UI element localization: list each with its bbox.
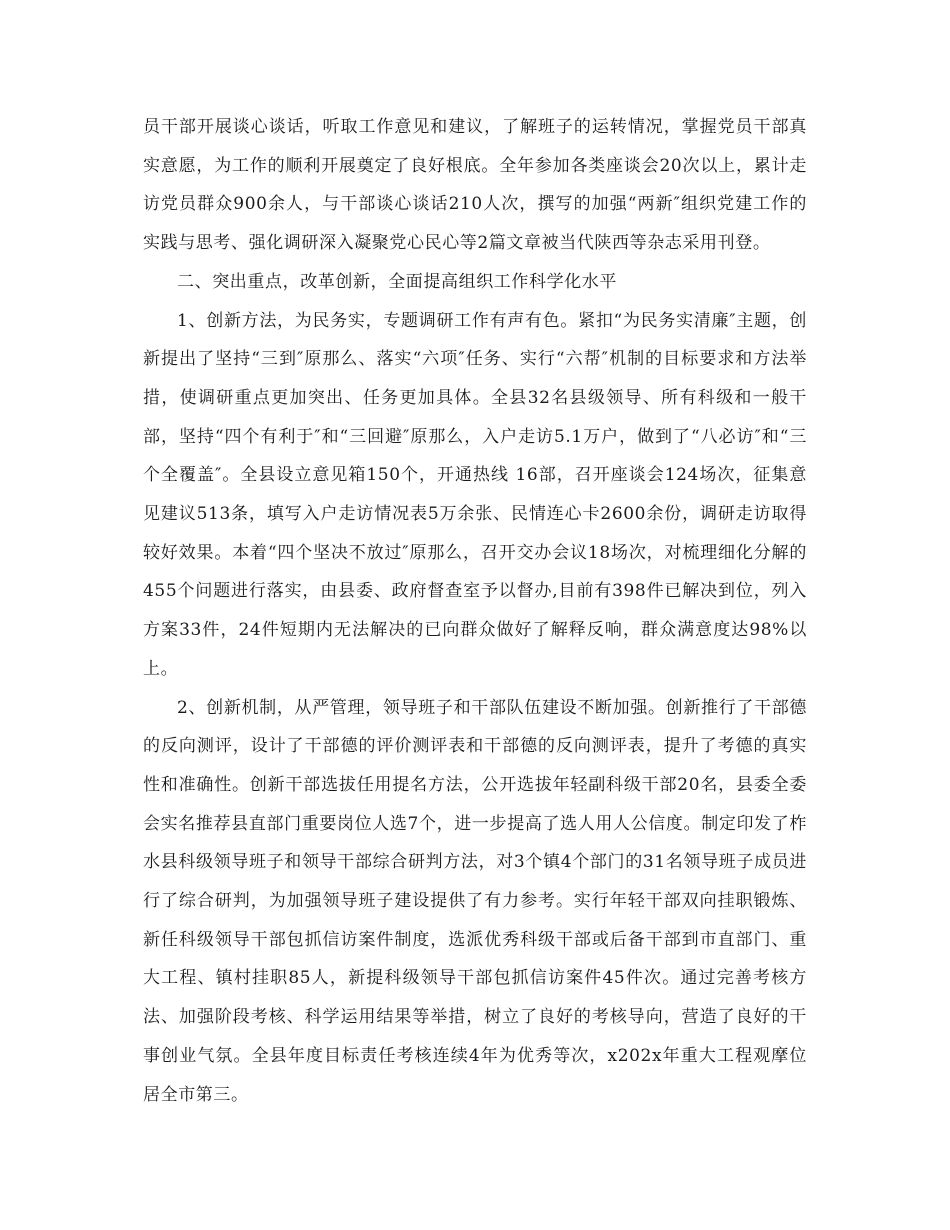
paragraph-innovation-mechanism: 2、创新机制，从严管理，领导班子和干部队伍建设不断加强。创新推行了干部德的反向测评，设计了干部德的评价测评表和干部德的反向测评表，提升了考德的真实性和准确性。创新干部选拔任用提名方法，公开选拔年轻副科级干部20名，县委全委会实名推荐县直部门重要岗位人选7个，进一步提高了选人用人公信度。制定印发了柞水县科级领导班子和领导干部综合研判方法，对3个镇4个部门的31名领导班子成员进行了综合研判，为加强领导班子建设提供了有力参考。实行年轻干部双向挂职锻炼、新任科级领导干部包抓信访案件制度，选派优秀科级干部或后备干部到市直部门、重大工程、镇村挂职85人，新提科级领导干部包抓信访案件45件次。通过完善考核方法、加强阶段考核、科学运用结果等举措，树立了良好的考核导向，营造了良好的干事创业气氛。全县年度目标责任考核连续4年为优秀等次，x202x年重大工程观摩位居全市第三。 <box>143 697 807 1105</box>
section-heading: 二、突出重点，改革创新，全面提高组织工作科学化水平 <box>177 271 617 292</box>
paragraph-innovation-methods: 1、创新方法，为民务实，专题调研工作有声有色。紧扣“为民务实清廉″主题，创新提出了坚持“三到″原那么、落实“六项″任务、实行“六帮″机制的目标要求和方法举措，使调研重点更加突出、任务更加具体。全县32名县级领导、所有科级和一般干部，坚持“四个有利于″和“三回避″原那么，入户走访5.1万户，做到了“八必访″和“三个全覆盖″。全县设立意见箱150个，开通热线 16部，召开座谈会124场次，征集意见建议513条，填写入户走访情况表5万余张、民情连心卡2600余份，调研走访取得较好效果。本着“四个坚决不放过″原那么，召开交办会议18场次，对梳理细化分解的455个问题进行落实，由县委、政府督查室予以督办,目前有398件已解决到位，列入方案33件，24件短期内无法解决的已向群众做好了解释反响，群众满意度达98%以上。 <box>143 310 807 679</box>
document-body <box>143 108 807 1114</box>
paragraph-continuation: 员干部开展谈心谈话，听取工作意见和建议，了解班子的运转情况，掌握党员干部真实意愿，为工作的顺利开展奠定了良好根底。全年参加各类座谈会20次以上，累计走访党员群众900余人，与干部谈心谈话210人次，撰写的加强“两新″组织党建工作的实践与思考、强化调研深入凝聚党心民心等2篇文章被当代陕西等杂志采用刊登。 <box>143 117 807 254</box>
